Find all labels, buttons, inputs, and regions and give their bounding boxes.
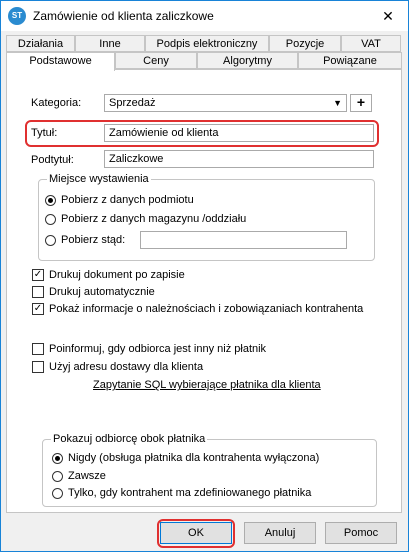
tab-vat[interactable]: VAT	[341, 35, 401, 52]
tab-dzialania[interactable]: Działania	[6, 35, 75, 52]
drukuj-automatycznie-label: Drukuj automatycznie	[49, 286, 155, 298]
add-kategoria-button[interactable]: +	[350, 94, 372, 112]
miejsce-option-magazyn: Pobierz z danych magazynu /oddziału	[61, 213, 247, 225]
kategoria-combo[interactable]	[104, 94, 347, 112]
tab-algorytmy[interactable]: Algorytmy	[197, 52, 298, 69]
odbiorca-option-zawsze: Zawsze	[68, 470, 106, 482]
help-button[interactable]: Pomoc	[325, 522, 397, 544]
tab-panel-podstawowe	[6, 69, 402, 513]
odbiorca-option-nigdy: Nigdy (obsługa płatnika dla kontrahenta wyłączona)	[68, 452, 320, 464]
tab-podstawowe[interactable]: Podstawowe	[6, 52, 115, 71]
drukuj-po-zapisie-label: Drukuj dokument po zapisie	[49, 269, 185, 281]
poinformuj-odbiorca-label: Poinformuj, gdy odbiorca jest inny niż płatnik	[49, 343, 267, 355]
checkbox-poinformuj-odbiorca[interactable]	[32, 343, 44, 355]
checkbox-drukuj-po-zapisie[interactable]: ✓	[33, 269, 43, 280]
chevron-down-icon: ▼	[333, 98, 342, 108]
miejsce-radio-podmiot[interactable]	[45, 195, 56, 206]
kategoria-label: Kategoria:	[31, 97, 82, 109]
kategoria-value: Sprzedaż	[109, 97, 156, 109]
podtytul-label: Podtytuł:	[31, 154, 74, 166]
podtytul-field[interactable]: Zaliczkowe	[104, 150, 374, 168]
checkbox-pokaz-naleznosci[interactable]: ✓	[33, 303, 43, 314]
pokazuj-odbiorce-legend: Pokazuj odbiorcę obok płatnika	[53, 433, 206, 445]
ok-button[interactable]: OK	[160, 522, 232, 544]
cancel-button[interactable]: Anuluj	[244, 522, 316, 544]
tytul-label: Tytuł:	[31, 127, 58, 139]
odbiorca-radio-zawsze[interactable]	[52, 471, 63, 482]
tab-powiazane[interactable]: Powiązane	[298, 52, 402, 69]
odbiorca-radio-tylko-gdy[interactable]	[52, 488, 63, 499]
tytul-field[interactable]: Zamówienie od klienta	[104, 124, 374, 142]
checkbox-drukuj-automatycznie[interactable]	[32, 286, 44, 298]
title-bar	[1, 1, 408, 31]
app-icon: ST	[8, 7, 26, 25]
miejsce-option-podmiot: Pobierz z danych podmiotu	[61, 194, 194, 206]
close-icon[interactable]: ✕	[382, 8, 394, 24]
tab-podpis-elektroniczny[interactable]: Podpis elektroniczny	[145, 35, 269, 52]
odbiorca-radio-nigdy[interactable]	[52, 453, 63, 464]
tab-inne[interactable]: Inne	[75, 35, 145, 52]
window-title: Zamówienie od klienta zaliczkowe	[33, 9, 214, 23]
pokaz-naleznosci-label: Pokaż informacje o należnościach i zobowiązaniach kontrahenta	[49, 303, 364, 315]
pobierz-stad-input[interactable]	[140, 231, 347, 249]
sql-platnik-link[interactable]: Zapytanie SQL wybierające płatnika dla klienta	[93, 379, 321, 391]
checkbox-adres-dostawy[interactable]	[32, 361, 44, 373]
adres-dostawy-label: Użyj adresu dostawy dla klienta	[49, 361, 204, 373]
miejsce-option-stad: Pobierz stąd:	[61, 234, 126, 246]
odbiorca-option-tylko-gdy: Tylko, gdy kontrahent ma zdefiniowanego płatnika	[68, 487, 312, 499]
miejsce-wystawienia-legend: Miejsce wystawienia	[49, 173, 149, 185]
miejsce-radio-stad[interactable]	[45, 235, 56, 246]
miejsce-radio-magazyn[interactable]	[45, 214, 56, 225]
tab-ceny[interactable]: Ceny	[115, 52, 197, 69]
tab-pozycje[interactable]: Pozycje	[269, 35, 341, 52]
